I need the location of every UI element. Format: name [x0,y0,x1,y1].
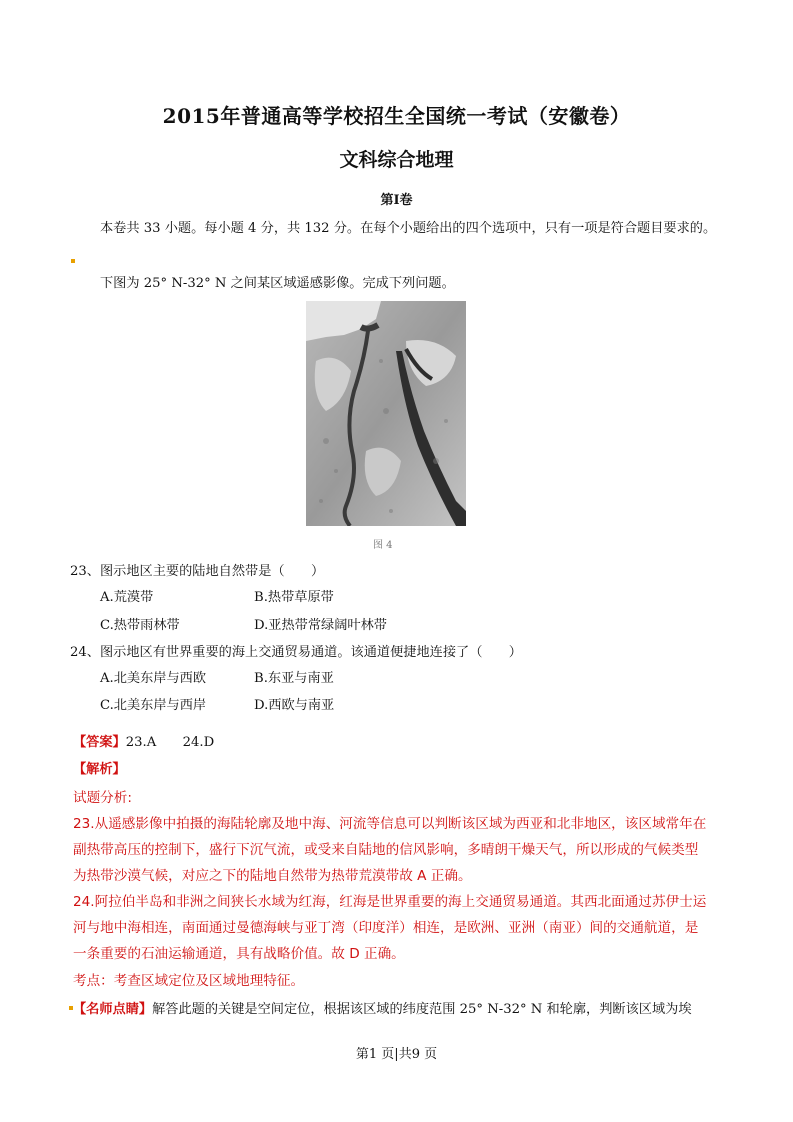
question-24-option-d: D.西欧与南亚 [254,698,335,713]
tip-label: 【名师点睛】 [73,1002,153,1017]
analysis-label [73,758,126,777]
answer-label: 【答案】 [73,735,126,750]
intro-text: 本卷共 33 小题。每小题 4 分，共 132 分。在每个小题给出的四个选项中，只有一项是符合题目要求的。 [100,221,717,236]
question-24-option-c: C.北美东岸与西岸 [100,698,207,713]
page-title: 2015年普通高等学校招生全国统一考试（安徽卷） [162,104,631,128]
page-subtitle: 文科综合地理 [339,149,454,171]
tip-text: 解答此题的关键是空间定位，根据该区域的纬度范围 25° N-32° N 和轮廓，判断该区域为埃 [152,1002,692,1017]
analysis-line: 24.阿拉伯半岛和非洲之间狭长水域为红海，红海是世界重要的海上交通贸易通道。其西北面通过苏伊士运 [73,894,707,910]
analysis-line: 23.从遥感影像中拍摄的海陆轮廓及地中海、河流等信息可以判断该区域为西亚和北非地区，该区域常年在 [73,816,707,832]
section-heading: 第Ⅰ卷 [380,193,413,208]
question-24-stem: 24、图示地区有世界重要的海上交通贸易通道。该通道便捷地连接了（ ） [70,645,522,660]
analysis-line: 为热带沙漠气候，对应之下的陆地自然带为热带荒漠带故 A 正确。 [73,868,472,884]
question-prompt: 下图为 25° N-32° N 之间某区域遥感影像。完成下列问题。 [100,276,455,291]
tip-line [73,998,692,1017]
page-footer: 第1 页|共9 页 [355,1047,438,1062]
analysis-line: 河与地中海相连，南面通过曼德海峡与亚丁湾（印度洋）相连，是欧洲、亚洲（南亚）间的交通航道，是 [73,920,699,936]
answer-text: 23.A 24.D [125,735,215,750]
analysis-label-text: 【解析】 [73,762,126,777]
margin-marker [71,259,75,263]
answer-line [73,731,214,750]
analysis-point: 考点：考查区域定位及区域地理特征。 [73,973,305,989]
satellite-image-graphic [306,301,466,526]
question-23-option-c: C.热带雨林带 [100,618,180,633]
question-23-option-b: B.热带草原带 [254,590,334,605]
question-23-stem: 23、图示地区主要的陆地自然带是（ ） [70,564,325,579]
analysis-intro: 试题分析: [73,790,132,806]
analysis-line: 一条重要的石油运输通道，具有战略价值。故 D 正确。 [73,946,405,962]
question-23-option-a: A.荒漠带 [100,590,154,605]
question-24-option-b: B.东亚与南亚 [254,671,334,686]
figure-caption: 图 4 [373,540,393,551]
question-23-option-d: D.亚热带常绿阔叶林带 [254,618,387,633]
analysis-line: 副热带高压的控制下，盛行下沉气流，或受来自陆地的信风影响，多晴朗干燥天气，所以形成的气候类型 [73,842,699,858]
remote-sensing-image [306,301,466,526]
question-24-option-a: A.北美东岸与西欧 [100,671,207,686]
